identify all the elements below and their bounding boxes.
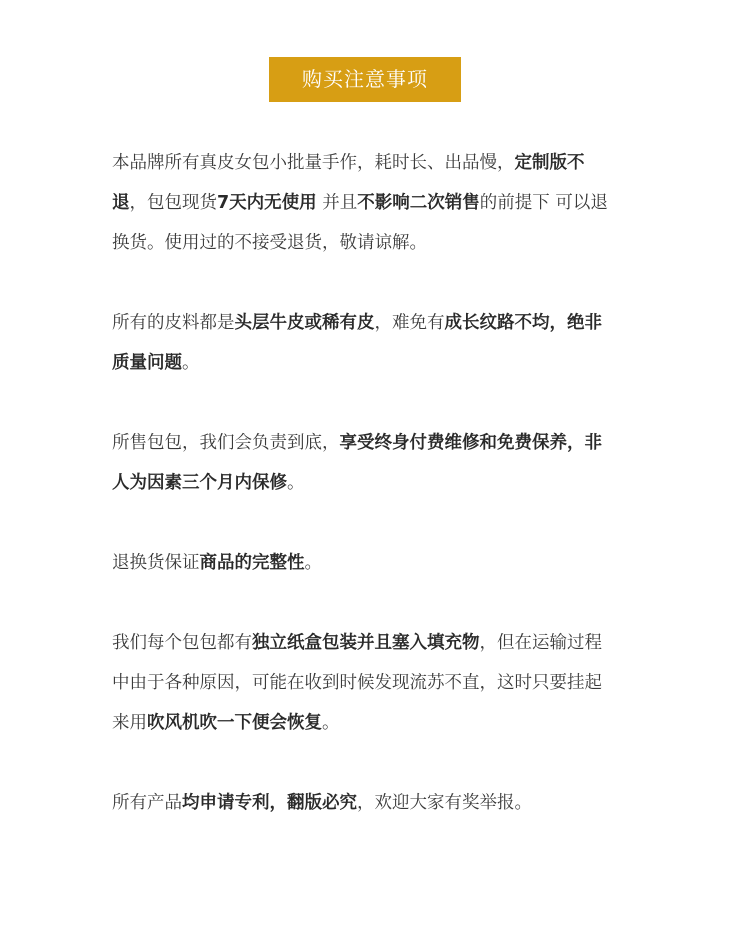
body-text: 我们每个包包都有 [112,633,252,653]
body-text: 所有产品 [112,793,182,813]
body-text: 的前提下 可以退换货。使用过的不接受退货，敬请谅解。 [112,193,608,253]
paragraph-product-integrity [112,543,612,583]
emphasis-text: 成长纹路不均，绝非质量问题 [112,313,602,373]
body-text: 退换货保证 [112,553,200,573]
body-text: 。 [322,713,340,733]
emphasis-text: 均申请专利，翻版必究 [182,793,357,813]
emphasis-text: 商品的完整性 [199,553,305,573]
body-text: 。 [304,553,322,573]
body-text: ，难免有 [374,313,445,333]
emphasis-text: 头层牛皮或稀有皮 [234,313,375,333]
emphasis-text: 享受终身付费维修和免费保养，非人为因素三个月内保修 [112,433,602,493]
paragraph-leather-material [112,303,612,383]
emphasis-text: 不影响二次销售 [357,193,480,213]
emphasis-text: 吹风机吹一下便会恢复 [147,713,322,733]
notice-content [112,143,612,863]
body-text: 所售包包，我们会负责到底， [112,433,340,453]
emphasis-text: 定制版不退 [112,153,585,213]
body-text: ，包包现货 [129,193,217,213]
emphasis-text: 7天内无使用 [217,193,317,213]
body-text: 并且 [316,193,358,213]
body-text: 。 [182,353,200,373]
paragraph-packaging [112,623,612,743]
body-text: 。 [287,473,305,493]
body-text: ，欢迎大家有奖举报。 [357,793,532,813]
emphasis-text: 独立纸盒包装并且塞入填充物 [252,633,480,653]
body-text: ，但在运输过程中由于各种原因，可能在收到时候发现流苏不直，这时只要挂起来用 [112,633,602,733]
body-text: 所有的皮料都是 [112,313,235,333]
paragraph-warranty [112,423,612,503]
paragraph-patent [112,783,612,823]
body-text: 本品牌所有真皮女包小批量手作，耗时长、出品慢， [112,153,515,173]
page-title: 购买注意事项 [269,57,461,102]
paragraph-return-policy [112,143,612,263]
